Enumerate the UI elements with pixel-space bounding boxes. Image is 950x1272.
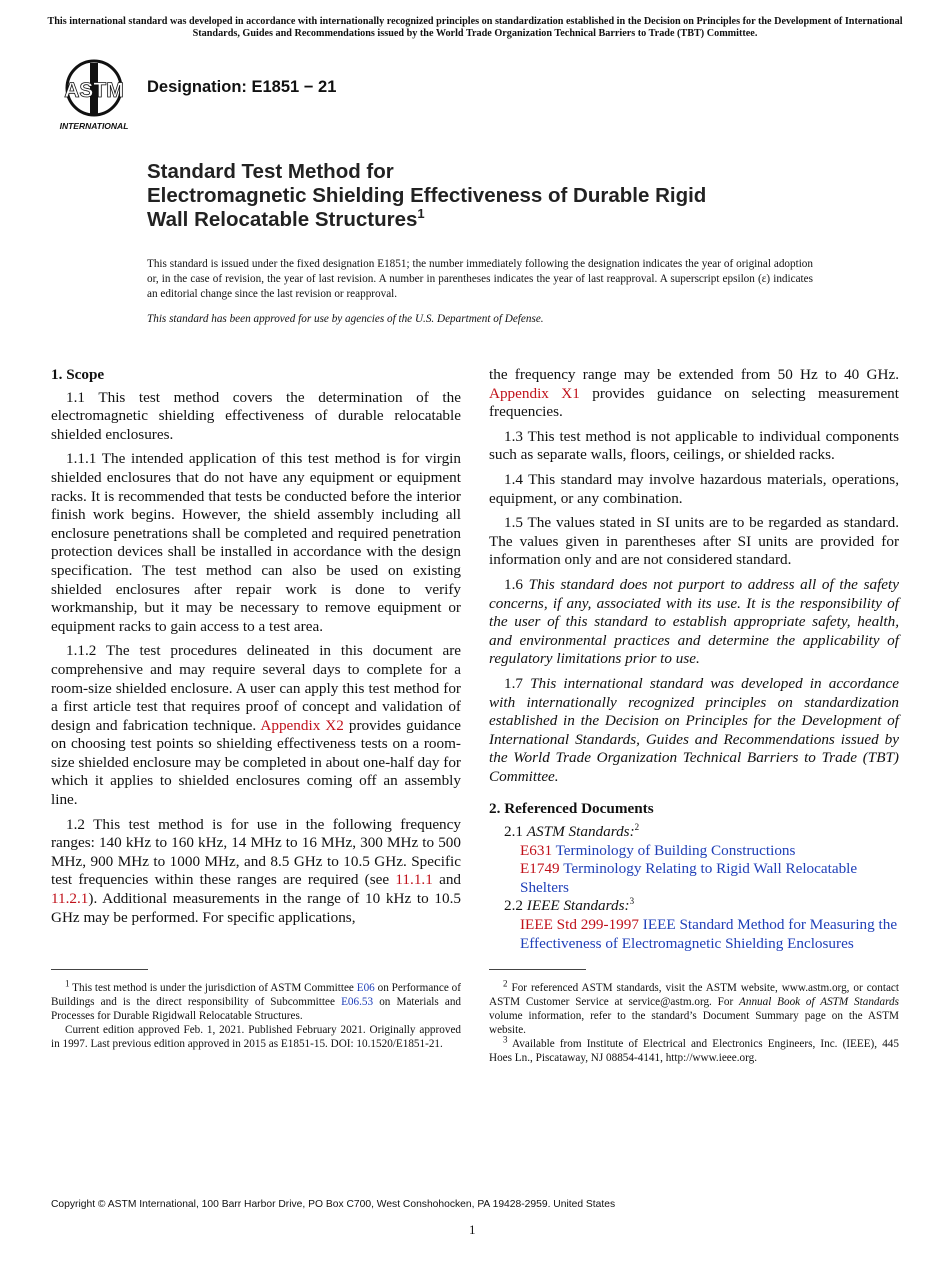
para-1-1-1: 1.1.1 The intended application of this test method is for virgin shielded enclosures that do not have any equipment or equipment racks. It is recommended that tests be conducted before the interior finish work begins. However, the shield assembly including all enclosure penetrations shall be completed and required penetration protection devices shall be installed in accordance with the design specification. The test method can also be used on existing shielded enclosures after repair work is done to verify workmanship, but it may be necessary to remove equipment or equipment racks to gain access to a test area. (51, 450, 461, 635)
para-1-2-text-c: the frequency range may be extended from 50 Hz to 40 GHz. (489, 366, 899, 383)
section-11-2-1-link[interactable]: 11.2.1 (51, 890, 89, 908)
footnote-rule-left (51, 969, 148, 970)
dod-approval-note: This standard has been approved for use by agencies of the U.S. Department of Defense. (147, 313, 544, 325)
title-line-3 (147, 208, 847, 232)
footnote-1-marker: 1 (65, 978, 70, 989)
footnote-2-text-b: volume information, refer to the standard’s Document Summary page on the ASTM website. (489, 1010, 899, 1036)
footnote-2-text-a: For referenced ASTM standards, visit the ASTM website, www.astm.org, or contact ASTM Customer Service at service@astm.org. For (489, 982, 899, 1008)
para-1-6-number: 1.6 (504, 575, 523, 593)
ref-e1749 (489, 860, 899, 897)
astm-logo (54, 57, 134, 133)
para-1-2-text-a: 1.2 This test method is for use in the following frequency ranges: 140 kHz to 160 kHz, 14 MHz to 16 MHz, 300 MHz to 500 MHz, 900 MHz to 1000 MHz, and 8.5 GHz to 10.5 GHz. Specific test frequencies within these ranges are required (see (51, 815, 461, 889)
ieee-footnote-ref[interactable]: 3 (629, 896, 635, 907)
astm-section-number: 2.1 (504, 823, 523, 841)
para-1-2-text-b: ). Additional measurements in the range of 10 kHz to 10.5 GHz may be performed. For specific applications, (51, 890, 461, 926)
ieee-standards-label (489, 897, 899, 916)
footnote-1-text-a: This test method is under the jurisdiction of ASTM Committee (72, 982, 354, 994)
ref-e631 (489, 842, 899, 861)
footnote-1-text-b: on Performance of Buildings and is the direct responsibility of Subcommittee (51, 982, 461, 1008)
ieee-299-title-link[interactable]: IEEE Standard Method for Measuring the Effectiveness of Electromagnetic Shielding Enclosures (520, 916, 898, 952)
para-1-3: 1.3 This test method is not applicable to individual components such as separate walls, floors, ceilings, or shielded racks. (489, 427, 899, 464)
para-1-1-2-text-b: provides guidance on choosing test points so shielding effectiveness tests on a room-size shielded enclosure may be completed in about one-half day for which it applies to shielded enclosures coming off an assembly line. (51, 716, 462, 809)
referenced-documents-heading: 2. Referenced Documents (489, 800, 654, 818)
page-number: 1 (469, 1222, 476, 1237)
astm-footnote-ref[interactable]: 2 (634, 822, 640, 832)
para-1-7-text: This international standard was developed in accordance with internationally recognized principles on standardization established in the Decision on Principles for the Development of International Standards, Guides and Recommendations issued by the World Trade Organization Technical Barriers to Trade (TBT) Committee. (489, 674, 900, 785)
intro-paragraph: This standard is issued under the fixed designation E1851; the number immediately following the designation indicates the year of original adoption or, in the case of revision, the year of last revision. A number in parentheses indicates the year of last reapproval. A superscript epsilon (ε) indicates an editorial change since the last revision or reapproval. (147, 258, 813, 300)
title-footnote-ref[interactable]: 1 (417, 206, 425, 222)
footnote-3-marker: 3 (503, 1034, 508, 1045)
right-column (489, 366, 899, 953)
footnote-rule-right (489, 969, 586, 970)
para-1-1-2 (51, 642, 461, 809)
e1749-title-link[interactable]: Terminology Relating to Rigid Wall Relocatable Shelters (520, 860, 858, 896)
footnote-3 (489, 1034, 899, 1065)
footnote-3-text: Available from Institute of Electrical and Electronics Engineers, Inc. (IEEE), 445 Hoes Ln., Piscataway, NJ 08854-4141, http://www.ieee.org. (489, 1038, 899, 1064)
astm-standards-label (489, 823, 899, 842)
committee-e06-link[interactable]: E06 (356, 982, 375, 994)
para-1-2-continued (489, 366, 899, 422)
footnotes-left (51, 978, 462, 1051)
ieee-299-link[interactable]: IEEE Std 299-1997 (520, 916, 639, 934)
left-column (51, 366, 461, 933)
title-line-1: Standard Test Method for (147, 160, 394, 183)
title-line-2: Electromagnetic Shielding Effectiveness of Durable Rigid (147, 184, 707, 207)
footnote-2-italic: Annual Book of ASTM Standards (739, 996, 899, 1008)
logo-sub: INTERNATIONAL (59, 121, 129, 131)
logo-letters: ASTM (64, 79, 124, 102)
para-1-6-text: This standard does not purport to address all of the safety concerns, if any, associated with its use. It is the responsibility of the user of this standard to establish appropriate safety, health, and environmental practices and determine the applicability of regulatory limitations prior to use. (489, 575, 900, 668)
para-1-1-2-text-a: 1.1.2 The test procedures delineated in this document are comprehensive and may require several days to complete for a room-size shielded enclosure. A user can apply this test method for a first article test that requires proof of concept and validation of design and fabrication technique. (51, 642, 461, 734)
footnote-2 (489, 978, 899, 1037)
footnotes-right (489, 978, 899, 1065)
para-1-5: 1.5 The values stated in SI units are to be regarded as standard. The values given in parentheses after SI units are provided for information only and are not considered standard. (489, 514, 899, 569)
para-1-4: 1.4 This standard may involve hazardous materials, operations, equipment, or any combination. (489, 470, 899, 507)
subcommittee-e06-53-link[interactable]: E06.53 (341, 996, 374, 1008)
copyright-line: Copyright © ASTM International, 100 Barr Harbor Drive, PO Box C700, West Conshohocken, PA 19428-2959. United States (51, 1199, 616, 1210)
astm-logo-icon (54, 57, 134, 133)
scope-heading: 1. Scope (51, 366, 105, 383)
footnote-1 (51, 978, 462, 1023)
ieee-section-number: 2.2 (504, 897, 523, 915)
appendix-x1-link[interactable]: Appendix X1 (489, 384, 580, 402)
section-11-1-1-link[interactable]: 11.1.1 (395, 871, 433, 889)
ieee-standards-text: IEEE Standards: (526, 897, 630, 915)
footnote-1-edition: Current edition approved Feb. 1, 2021. Published February 2021. Originally approved in 1997. Last previous edition approved in 2015 as E1851-15. DOI: 10.1520/E1851-21. (51, 1024, 461, 1050)
para-1-2-text-d: provides guidance on selecting measurement frequencies. (489, 384, 899, 421)
tbt-notice: This international standard was developed in accordance with internationally recognized principles on standardization established in the Decision on Principles for the Development of International Standards, Guides and Recommendations issued by the World Trade Organization Technical Barriers to Trade (TBT) Committee. (47, 16, 903, 39)
footnote-2-marker: 2 (503, 978, 508, 989)
para-1-2 (51, 816, 461, 928)
e1749-link[interactable]: E1749 (520, 860, 560, 878)
footnote-1-text-c: on Materials and Processes for Durable Rigidwall Relocatable Structures. (51, 996, 462, 1022)
para-1-2-and: and (439, 871, 462, 889)
para-1-7 (489, 675, 899, 787)
e631-title-link[interactable]: Terminology of Building Constructions (555, 841, 796, 859)
designation: Designation: E1851 − 21 (147, 78, 337, 96)
e631-link[interactable]: E631 (520, 841, 553, 859)
para-1-6 (489, 576, 899, 669)
ref-ieee-299 (489, 916, 899, 953)
title-line-3-text: Wall Relocatable Structures (147, 208, 418, 231)
appendix-x2-link[interactable]: Appendix X2 (260, 716, 344, 734)
para-1-1: 1.1 This test method covers the determination of the electromagnetic shielding effectiveness of durable relocatable shielded enclosures. (51, 388, 461, 443)
para-1-7-number: 1.7 (504, 674, 523, 692)
astm-standards-text: ASTM Standards: (526, 823, 635, 841)
document-title (147, 160, 847, 232)
